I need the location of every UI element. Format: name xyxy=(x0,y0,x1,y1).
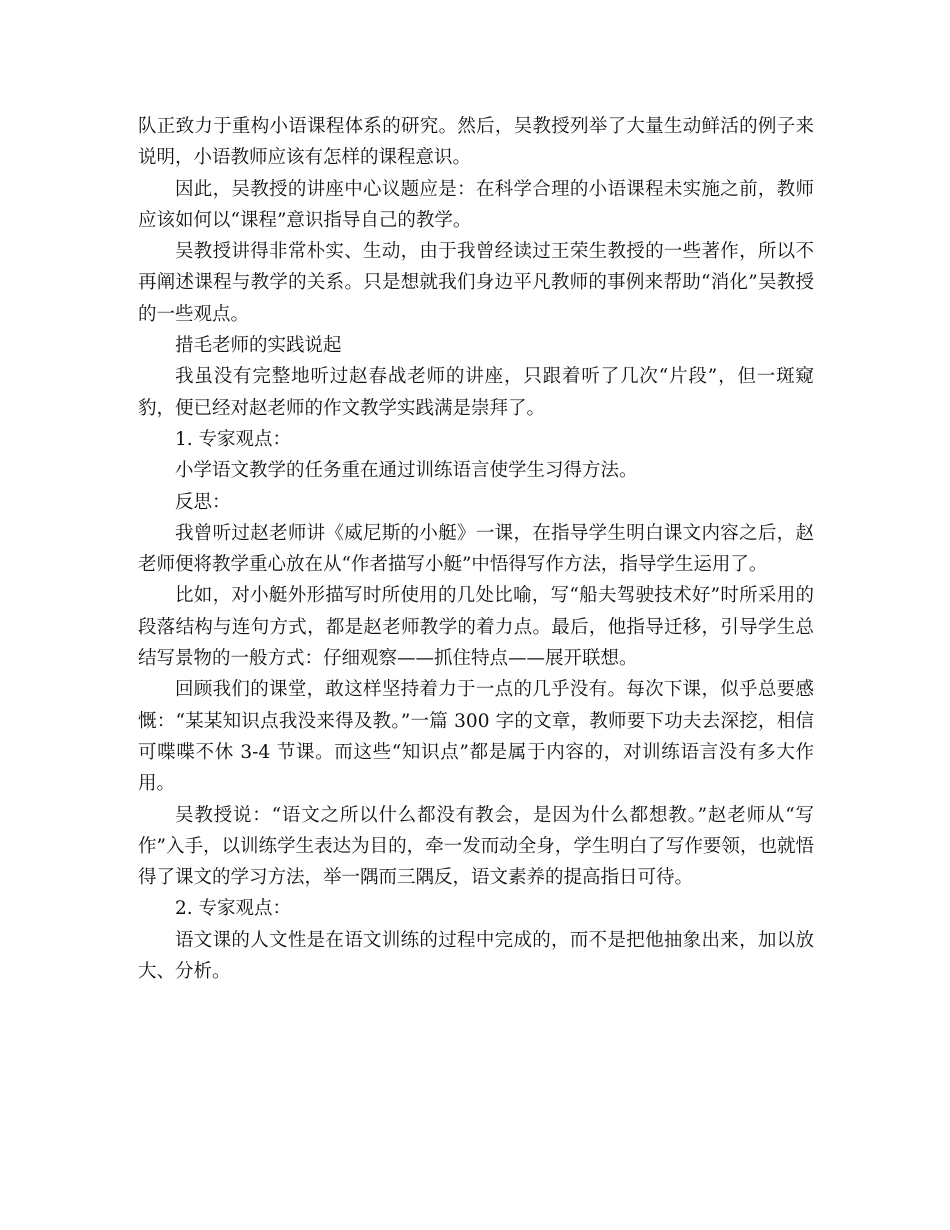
paragraph-lesson-example: 我曾听过赵老师讲《威尼斯的小艇》一课，在指导学生明白课文内容之后，赵老师便将教学重心放在从“作者描写小艇”中悟得写作方法，指导学生运用了。 xyxy=(138,522,814,576)
document-page xyxy=(138,111,814,987)
paragraph-metaphor-example: 比如，对小艇外形描写时所使用的几处比喻，写“船夫驾驶技术好”时所采用的段落结构与连句方式，都是赵老师教学的着力点。最后，他指导迁移，引导学生总结写景物的一般方式：仔细观察——抓住特点——展开联想。 xyxy=(138,585,814,670)
paragraph-intro: 我虽没有完整地听过赵春战老师的讲座，只跟着听了几次“片段”，但一斑窥豹，便已经对赵老师的作文教学实践满是崇拜了。 xyxy=(138,366,814,419)
paragraph-classroom-review: 回顾我们的课堂，敢这样坚持着力于一点的几乎没有。每次下课，似乎总要感慨：“某某知识点我没来得及教。”一篇 300 字的文章，教师要下功夫去深挖，相信可喋喋不休 3-4 节课。而这些“知识点”都是属于内容的，对训练语言没有多大作用。 xyxy=(138,679,814,795)
reflection-heading: 反思： xyxy=(175,491,231,513)
expert-point-2-text: 语文课的人文性是在语文训练的过程中完成的，而不是把他抽象出来，加以放大、分析。 xyxy=(138,929,814,983)
expert-point-1-heading: 1. 专家观点： xyxy=(175,428,292,450)
paragraph-topic: 因此，吴教授的讲座中心议题应是：在科学合理的小语课程未实施之前，教师应该如何以“课程”意识指导自己的教学。 xyxy=(138,178,814,231)
paragraph-continuation: 队正致力于重构小语课程体系的研究。然后，吴教授列举了大量生动鲜活的例子来说明，小语教师应该有怎样的课程意识。 xyxy=(138,116,814,169)
paragraph-lecture-summary: 吴教授讲得非常朴实、生动，由于我曾经读过王荣生教授的一些著作，所以不再阐述课程与教学的关系。只是想就我们身边平凡教师的事例来帮助“消化”吴教授的一些观点。 xyxy=(138,241,814,325)
paragraph-quote: 吴教授说：“语文之所以什么都没有教会，是因为什么都想教。”赵老师从“写作”入手，以训练学生表达为目的，牵一发而动全身，学生明白了写作要领，也就悟得了课文的学习方法，举一隅而三隅反，语文素养的提高指日可待。 xyxy=(138,804,814,889)
expert-point-1-text: 小学语文教学的任务重在通过训练语言使学生习得方法。 xyxy=(175,460,638,482)
expert-point-2-heading: 2. 专家观点： xyxy=(175,898,292,920)
section-heading: 措毛老师的实践说起 xyxy=(175,335,342,357)
